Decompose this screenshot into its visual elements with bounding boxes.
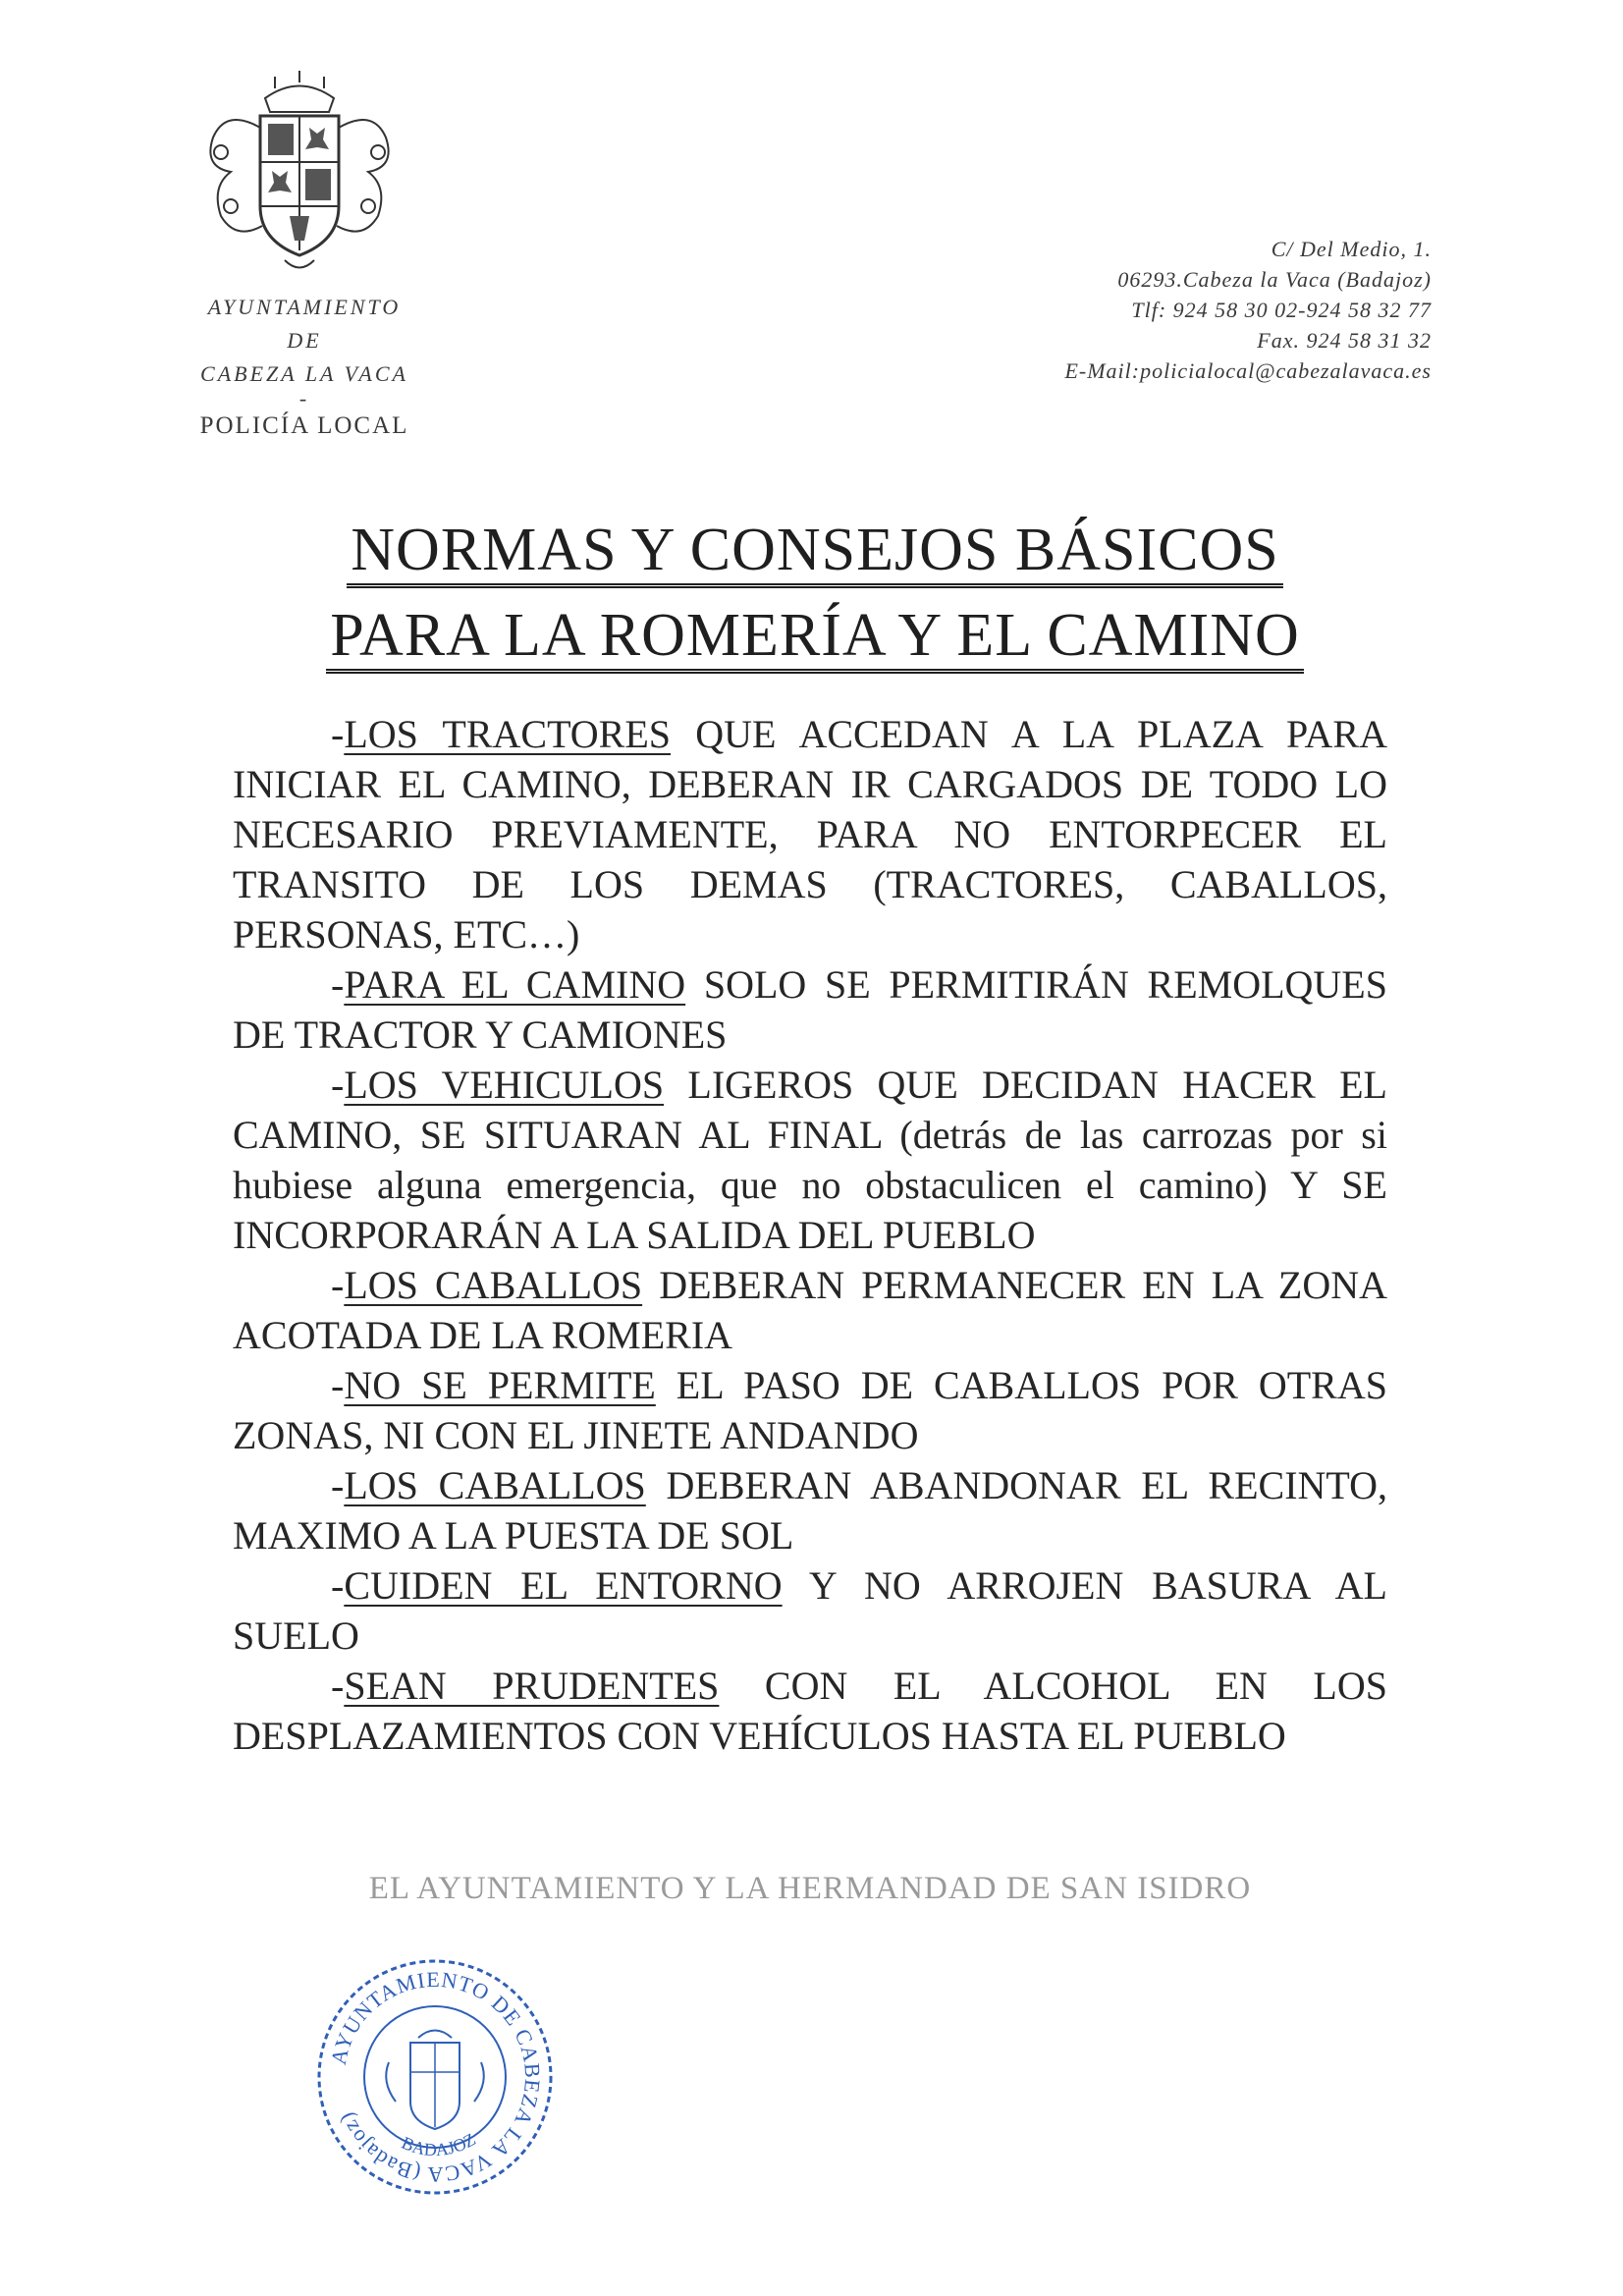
svg-text:BADAJOZ <box>399 2129 479 2159</box>
coat-of-arms-icon <box>191 69 407 280</box>
rule-item: -CUIDEN EL ENTORNO Y NO ARROJEN BASURA AL SUELO <box>233 1563 1387 1658</box>
rule-item: -LOS VEHICULOS LIGEROS QUE DECIDAN HACER EL CAMINO, SE SITUARAN AL FINAL (detrás de las carrozas por si hubiese alguna emergencia, que no obstaculicen el camino) Y SE INCORPORARÁN A LA SALIDA DEL PUEBLO <box>233 1063 1387 1257</box>
rule-keyword: PARA EL CAMINO <box>344 962 686 1007</box>
stamp-bottom-text: BADAJOZ <box>399 2129 479 2160</box>
department-name: POLICÍA LOCAL <box>199 412 409 439</box>
rule-keyword: LOS VEHICULOS <box>344 1063 665 1107</box>
rule-keyword: SEAN PRUDENTES <box>344 1664 720 1708</box>
rule-keyword: LOS TRACTORES <box>344 712 672 756</box>
rule-keyword: LOS CABALLOS <box>344 1263 643 1307</box>
rule-item: -LOS CABALLOS DEBERAN ABANDONAR EL RECINTO, MAXIMO A LA PUESTA DE SOL <box>233 1463 1387 1558</box>
contact-block <box>1064 234 1432 386</box>
org-line-3: CABEZA LA VACA <box>200 361 408 386</box>
fax-line: Fax. 924 58 31 32 <box>1257 328 1432 353</box>
phone-line: Tlf: 924 58 30 02-924 58 32 77 <box>1131 298 1432 322</box>
rule-note: (detrás de las carrozas por si hubiese alguna emergencia, que no obstaculicen el camino) <box>233 1113 1387 1207</box>
rule-keyword: NO SE PERMITE <box>344 1363 656 1407</box>
document-title-line-2: PARA LA ROMERÍA Y EL CAMINO <box>250 601 1380 671</box>
rule-item: -LOS CABALLOS DEBERAN PERMANECER EN LA ZONA ACOTADA DE LA ROMERIA <box>233 1263 1388 1357</box>
rule-keyword: CUIDEN EL ENTORNO <box>344 1563 783 1608</box>
signature-line: EL AYUNTAMIENTO Y LA HERMANDAD DE SAN ISIDRO <box>368 1871 1252 1906</box>
official-stamp-icon <box>312 1954 558 2200</box>
rule-item: -SEAN PRUDENTES CON EL ALCOHOL EN LOS DESPLAZAMIENTOS CON VEHÍCULOS HASTA EL PUEBLO <box>233 1664 1387 1758</box>
org-dash: - <box>298 386 310 410</box>
address-line-2: 06293.Cabeza la Vaca (Badajoz) <box>1117 267 1432 292</box>
address-line-1: C/ Del Medio, 1. <box>1271 237 1432 261</box>
email-line: E-Mail:policialocal@cabezalavaca.es <box>1064 358 1432 383</box>
rules-list <box>233 709 1387 1761</box>
document-title-line-1: NORMAS Y CONSEJOS BÁSICOS <box>250 516 1380 585</box>
rule-keyword: LOS CABALLOS <box>344 1463 646 1507</box>
org-line-1: AYUNTAMIENTO <box>207 295 402 319</box>
org-line-2: DE <box>287 328 322 353</box>
stamp-ring-text: AYUNTAMIENTO DE CABEZA LA VACA (Badajoz) <box>325 1966 546 2188</box>
issuer-block <box>147 291 461 410</box>
rule-item: -LOS TRACTORES QUE ACCEDAN A LA PLAZA PARA INICIAR EL CAMINO, DEBERAN IR CARGADOS DE TODO LO NECESARIO PREVIAMENTE, PARA NO ENTORPECER EL TRANSITO DE LOS DEMAS (TRACTORES, CABALLOS, PERSONAS, ETC…) <box>233 712 1387 957</box>
rule-item: -NO SE PERMITE EL PASO DE CABALLOS POR OTRAS ZONAS, NI CON EL JINETE ANDANDO <box>233 1363 1387 1457</box>
rule-item: -PARA EL CAMINO SOLO SE PERMITIRÁN REMOLQUES DE TRACTOR Y CAMIONES <box>233 962 1387 1057</box>
